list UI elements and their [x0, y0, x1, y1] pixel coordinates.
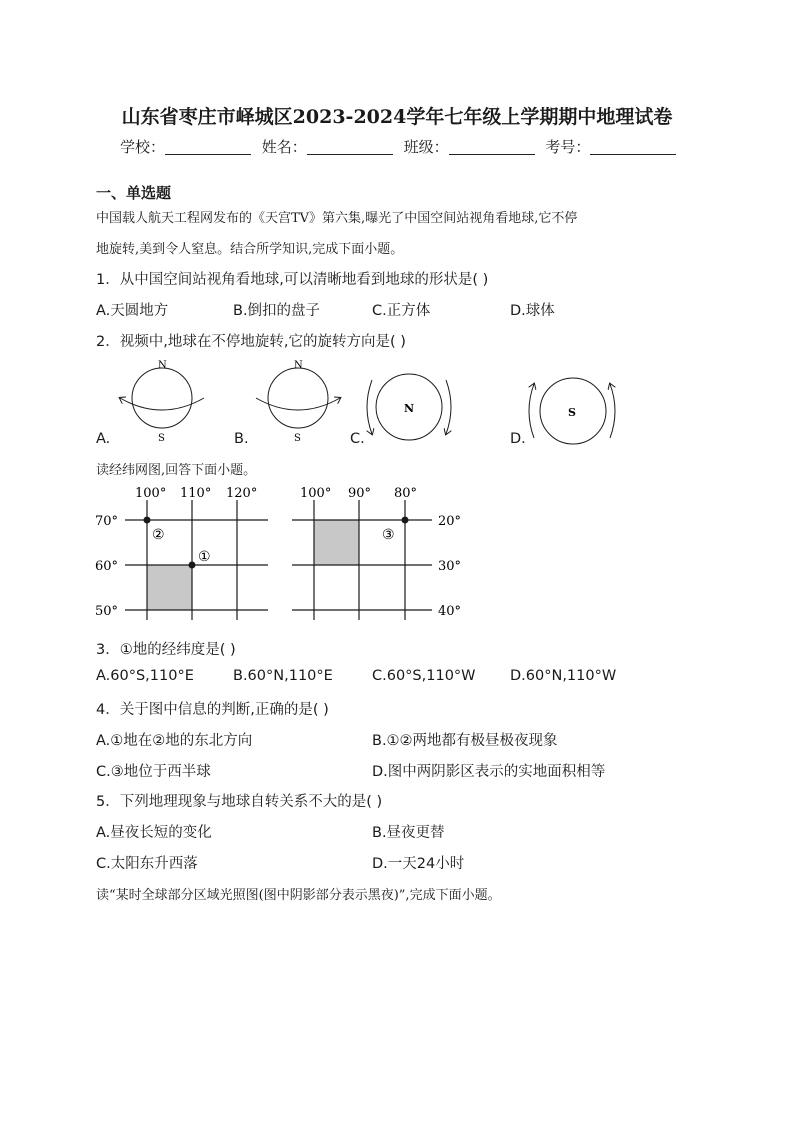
- figure-d-right-arrow: [610, 384, 615, 438]
- right-shaded-area: [314, 520, 359, 565]
- right-lon-label-2: 90°: [348, 486, 372, 501]
- point-2-dot: [144, 517, 151, 524]
- point-1-dot: [189, 562, 196, 569]
- left-lon-label-2: 110°: [180, 486, 212, 501]
- q3-option-d: D.60°N,110°W: [510, 668, 617, 684]
- figure-d-left-arrow: [529, 384, 534, 438]
- q4-option-d: D.图中两阴影区表示的实地面积相等: [372, 764, 606, 780]
- figure-b-south: S: [294, 433, 301, 444]
- left-lat-label-1: 70°: [95, 514, 119, 529]
- figure-c-globe: [367, 374, 451, 440]
- name-label: 姓名：: [261, 138, 307, 156]
- q2-option-d: D.: [510, 431, 526, 447]
- q1-option-d: D.球体: [510, 303, 555, 319]
- figure-d-south: S: [568, 406, 576, 419]
- figure-b-north: N: [294, 360, 303, 371]
- right-lat-label-1: 20°: [438, 514, 462, 529]
- right-lat-label-3: 40°: [438, 604, 462, 619]
- q2-option-c: C.: [350, 431, 365, 447]
- intro-line-2: 地旋转,美到令人窒息。结合所学知识,完成下面小题。: [96, 242, 404, 257]
- figure-a-arrow: [120, 398, 204, 410]
- figure-a-north: N: [158, 360, 167, 371]
- figure-b-globe: [256, 360, 340, 444]
- figure-a-globe: [120, 360, 204, 444]
- point-3-label: ③: [382, 527, 395, 543]
- closing-instruction: 读“某时全球部分区域光照图(图中阴影部分表示黑夜)”,完成下面小题。: [96, 888, 501, 903]
- left-shaded-area: [147, 565, 192, 610]
- q3-option-c: C.60°S,110°W: [372, 668, 476, 684]
- point-2-label: ②: [152, 527, 165, 543]
- q2-option-b: B.: [234, 431, 249, 447]
- figure-b-arrow: [256, 398, 340, 410]
- right-lat-label-2: 30°: [438, 559, 462, 574]
- q2-stem: 2．视频中,地球在不停地旋转,它的旋转方向是( ): [96, 334, 406, 350]
- q5-option-b: B.昼夜更替: [372, 825, 445, 841]
- left-graticule: [95, 486, 268, 620]
- q5-option-c: C.太阳东升西落: [96, 856, 198, 872]
- q4-option-a: A.①地在②地的东北方向: [96, 733, 253, 749]
- right-lon-label-1: 100°: [300, 486, 332, 501]
- figure-c-north: N: [404, 402, 415, 415]
- q5-option-a: A.昼夜长短的变化: [96, 825, 212, 841]
- q2-rotation-figures: [0, 0, 794, 470]
- section-heading: 一、单选题: [96, 184, 172, 202]
- figure-d-globe: [529, 378, 615, 444]
- figure-a-south: S: [158, 433, 165, 444]
- left-lat-label-3: 50°: [95, 604, 119, 619]
- graticule-maps: [0, 470, 794, 630]
- right-graticule: [292, 486, 461, 620]
- left-lon-label-3: 120°: [226, 486, 258, 501]
- school-label: 学校：: [120, 138, 166, 156]
- class-label: 班级：: [403, 138, 449, 156]
- q3-stem: 3．①地的经纬度是( ): [96, 642, 236, 658]
- q4-option-c: C.③地位于西半球: [96, 764, 211, 780]
- point-1-label: ①: [198, 549, 211, 565]
- q1-option-b: B.倒扣的盘子: [233, 303, 321, 319]
- q5-stem: 5．下列地理现象与地球自转关系不大的是( ): [96, 794, 383, 810]
- q1-stem: 1．从中国空间站视角看地球,可以清晰地看到地球的形状是( ): [96, 272, 489, 288]
- exam-title: 山东省枣庄市峄城区2023-2024学年七年级上学期期中地理试卷: [121, 106, 673, 128]
- q2-option-a: A.: [96, 431, 111, 447]
- grid-intro: 读经纬网图,回答下面小题。: [96, 463, 257, 478]
- point-3-dot: [402, 517, 409, 524]
- q5-option-d: D.一天24小时: [372, 856, 465, 872]
- q3-option-b: B.60°N,110°E: [233, 668, 333, 684]
- left-lat-label-2: 60°: [95, 559, 119, 574]
- intro-line-1: 中国载人航天工程网发布的《天宫TV》第六集,曝光了中国空间站视角看地球,它不停: [96, 211, 578, 226]
- q3-option-a: A.60°S,110°E: [96, 668, 194, 684]
- left-lon-label-1: 100°: [135, 486, 167, 501]
- right-lon-label-3: 80°: [394, 486, 418, 501]
- figure-c-right-arrow: [446, 380, 451, 434]
- exam-number-label: 考号：: [545, 138, 591, 156]
- q1-option-a: A.天圆地方: [96, 303, 169, 319]
- q4-option-b: B.①②两地都有极昼极夜现象: [372, 733, 558, 749]
- q4-stem: 4．关于图中信息的判断,正确的是( ): [96, 702, 329, 718]
- figure-c-left-arrow: [367, 380, 372, 434]
- q1-option-c: C.正方体: [372, 303, 431, 319]
